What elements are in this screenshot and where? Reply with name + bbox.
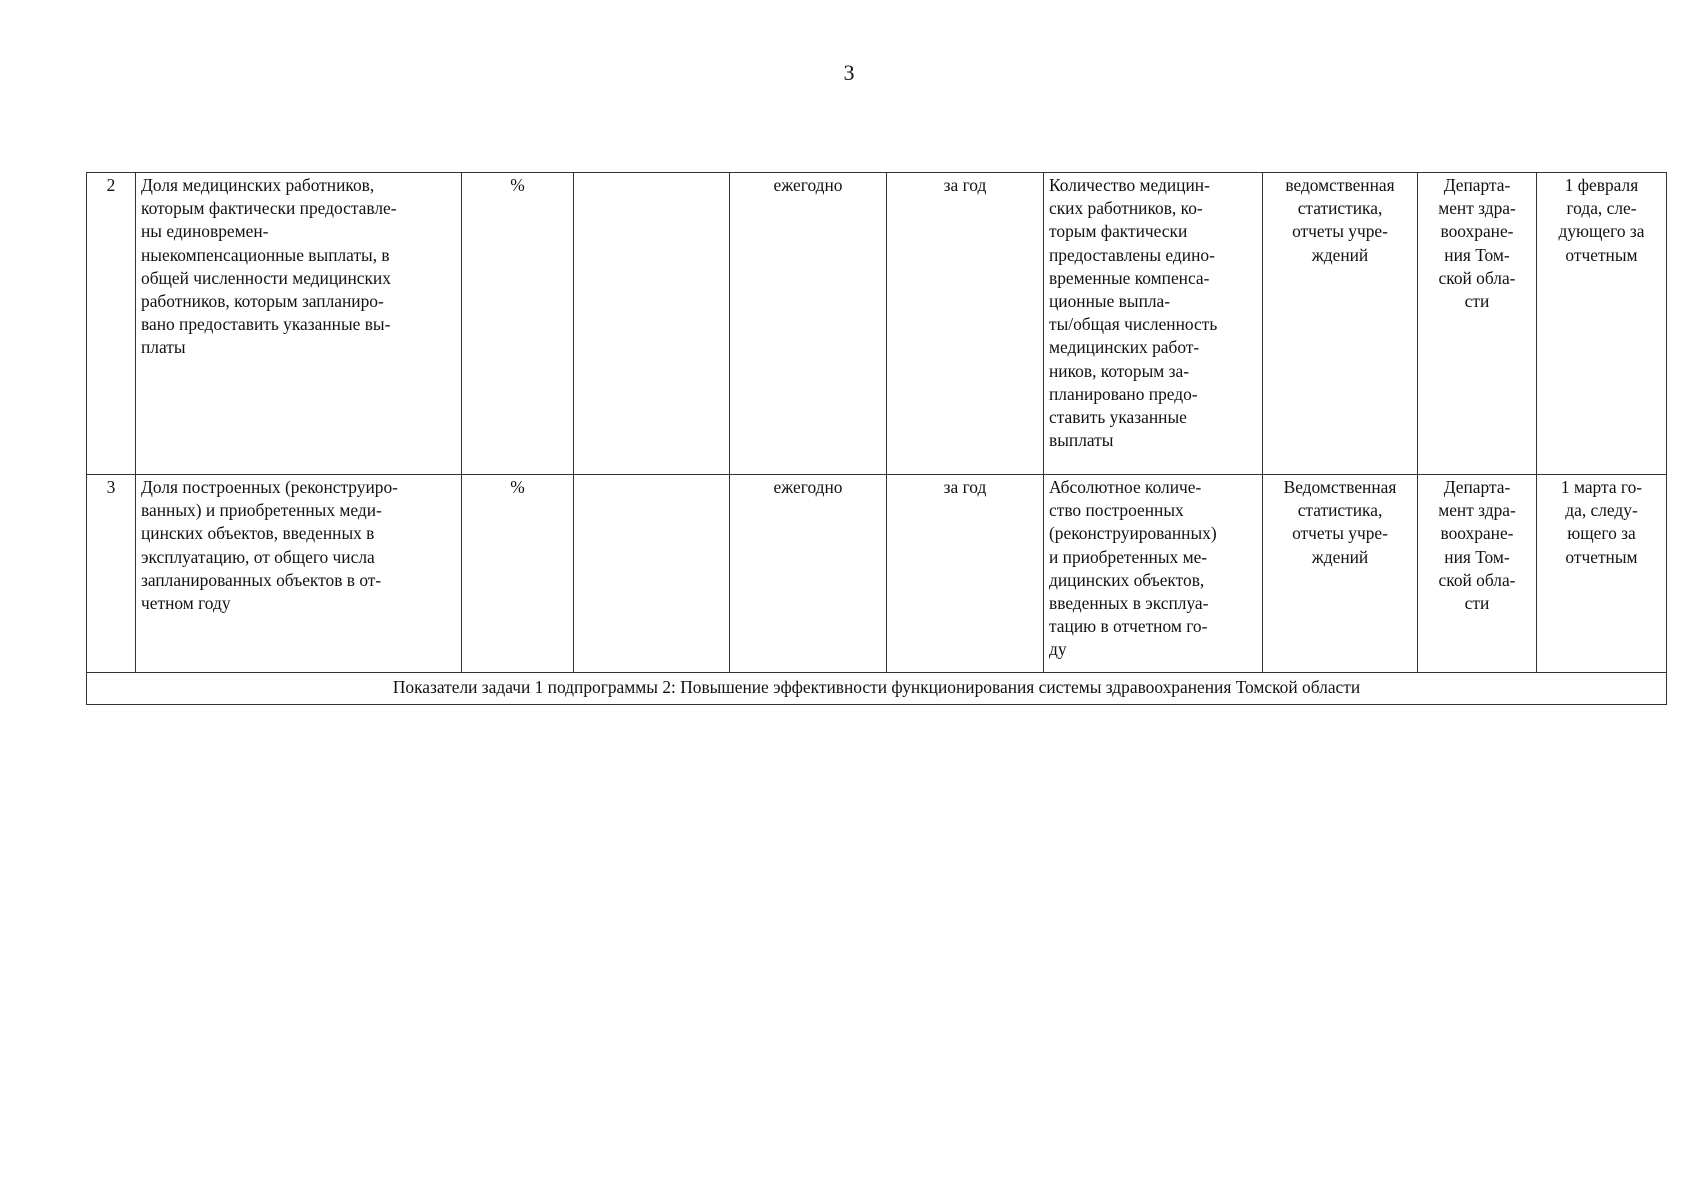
row-number-cell: 3 xyxy=(87,475,136,673)
table-row xyxy=(87,475,1667,673)
text-line: ждений xyxy=(1311,244,1369,265)
text-line: предоставлены едино- xyxy=(1049,244,1215,265)
text-line: ждений xyxy=(1311,546,1369,567)
text-line: временные компенса- xyxy=(1049,267,1210,288)
text-line: ныекомпенсационные выплаты, в xyxy=(141,244,390,265)
text-line: 1 февраля xyxy=(1564,175,1639,195)
text-line: торым фактически xyxy=(1049,221,1188,242)
text-line: ния Том- xyxy=(1444,546,1510,567)
text-line: которым фактически предоставле- xyxy=(141,198,397,219)
text-line: ты/общая численность xyxy=(1049,314,1218,335)
data-source-cell xyxy=(1263,173,1418,475)
text-line: вано предоставить указанные вы- xyxy=(141,314,391,335)
text-line: ванных) и приобретенных меди- xyxy=(141,500,382,521)
section-header-row xyxy=(87,673,1667,705)
unit-cell: % xyxy=(462,173,574,475)
text-line: Доля построенных (реконструиро- xyxy=(141,477,398,497)
text-line: запланированных объектов в от- xyxy=(141,569,382,590)
text-line: ской обла- xyxy=(1438,267,1516,288)
deadline-cell xyxy=(1537,475,1667,673)
indicators-table xyxy=(86,172,1667,705)
text-line: ставить указанные xyxy=(1049,407,1187,428)
text-line: ских работников, ко- xyxy=(1049,198,1203,219)
text-line: четном году xyxy=(141,593,231,614)
text-line: воохране- xyxy=(1440,221,1514,242)
period-cell: за год xyxy=(887,475,1044,673)
text-line: Доля медицинских работников, xyxy=(141,175,375,195)
text-line: отчеты учре- xyxy=(1292,523,1388,544)
text-line: да, следу- xyxy=(1565,500,1638,521)
text-line: отчеты учре- xyxy=(1292,221,1388,242)
text-line: статистика, xyxy=(1297,500,1383,521)
text-line: платы xyxy=(141,337,186,358)
text-line: Количество медицин- xyxy=(1049,175,1210,195)
deadline-cell xyxy=(1537,173,1667,475)
text-line: ников, которым за- xyxy=(1049,360,1189,381)
text-line: Департа- xyxy=(1443,477,1511,497)
text-line: статистика, xyxy=(1297,198,1383,219)
text-line: ведомственная xyxy=(1285,175,1395,195)
formula-cell xyxy=(1044,173,1263,475)
text-line: выплаты xyxy=(1049,430,1114,451)
text-line: Ведомственная xyxy=(1283,477,1397,497)
text-line: отчетным xyxy=(1565,546,1638,567)
text-line: Абсолютное количе- xyxy=(1049,477,1202,497)
indicator-name-cell xyxy=(136,475,462,673)
text-line: планировано предо- xyxy=(1049,383,1198,404)
formula-cell xyxy=(1044,475,1263,673)
text-line: введенных в эксплуа- xyxy=(1049,593,1209,614)
text-line: сти xyxy=(1464,291,1490,312)
text-line: 1 марта го- xyxy=(1560,477,1643,497)
text-line: общей численности медицинских xyxy=(141,267,391,288)
frequency-cell: ежегодно xyxy=(730,475,887,673)
table-row xyxy=(87,173,1667,475)
text-line: ду xyxy=(1049,639,1067,660)
text-line: ны единовремен- xyxy=(141,221,269,242)
text-line: дицинских объектов, xyxy=(1049,569,1205,590)
text-line: и приобретенных ме- xyxy=(1049,546,1208,567)
text-line: дующего за xyxy=(1558,221,1645,242)
text-line: медицинских работ- xyxy=(1049,337,1200,358)
text-line: сти xyxy=(1464,593,1490,614)
text-line: работников, которым запланиро- xyxy=(141,291,384,312)
unit-cell: % xyxy=(462,475,574,673)
text-line: тацию в отчетном го- xyxy=(1049,616,1208,637)
period-cell: за год xyxy=(887,173,1044,475)
text-line: отчетным xyxy=(1565,244,1638,265)
text-line: ния Том- xyxy=(1444,244,1510,265)
empty-cell xyxy=(574,475,730,673)
text-line: ющего за xyxy=(1567,523,1636,544)
text-line: года, сле- xyxy=(1566,198,1637,219)
empty-cell xyxy=(574,173,730,475)
frequency-cell: ежегодно xyxy=(730,173,887,475)
section-title-cell: Показатели задачи 1 подпрограммы 2: Повышение эффективности функционирования системы здравоохранения Томской области xyxy=(87,673,1667,705)
text-line: (реконструированных) xyxy=(1049,523,1217,544)
row-number-cell: 2 xyxy=(87,173,136,475)
data-source-cell xyxy=(1263,475,1418,673)
text-line: Департа- xyxy=(1443,175,1511,195)
page-number: 3 xyxy=(843,60,855,85)
indicator-name-cell xyxy=(136,173,462,475)
text-line: мент здра- xyxy=(1438,198,1516,219)
text-line: ской обла- xyxy=(1438,569,1516,590)
text-line: эксплуатацию, от общего числа xyxy=(141,546,375,567)
text-line: цинских объектов, введенных в xyxy=(141,523,375,544)
text-line: ство построенных xyxy=(1049,500,1184,521)
text-line: ционные выпла- xyxy=(1049,291,1171,312)
responsible-cell xyxy=(1418,173,1537,475)
text-line: воохране- xyxy=(1440,523,1514,544)
text-line: мент здра- xyxy=(1438,500,1516,521)
responsible-cell xyxy=(1418,475,1537,673)
